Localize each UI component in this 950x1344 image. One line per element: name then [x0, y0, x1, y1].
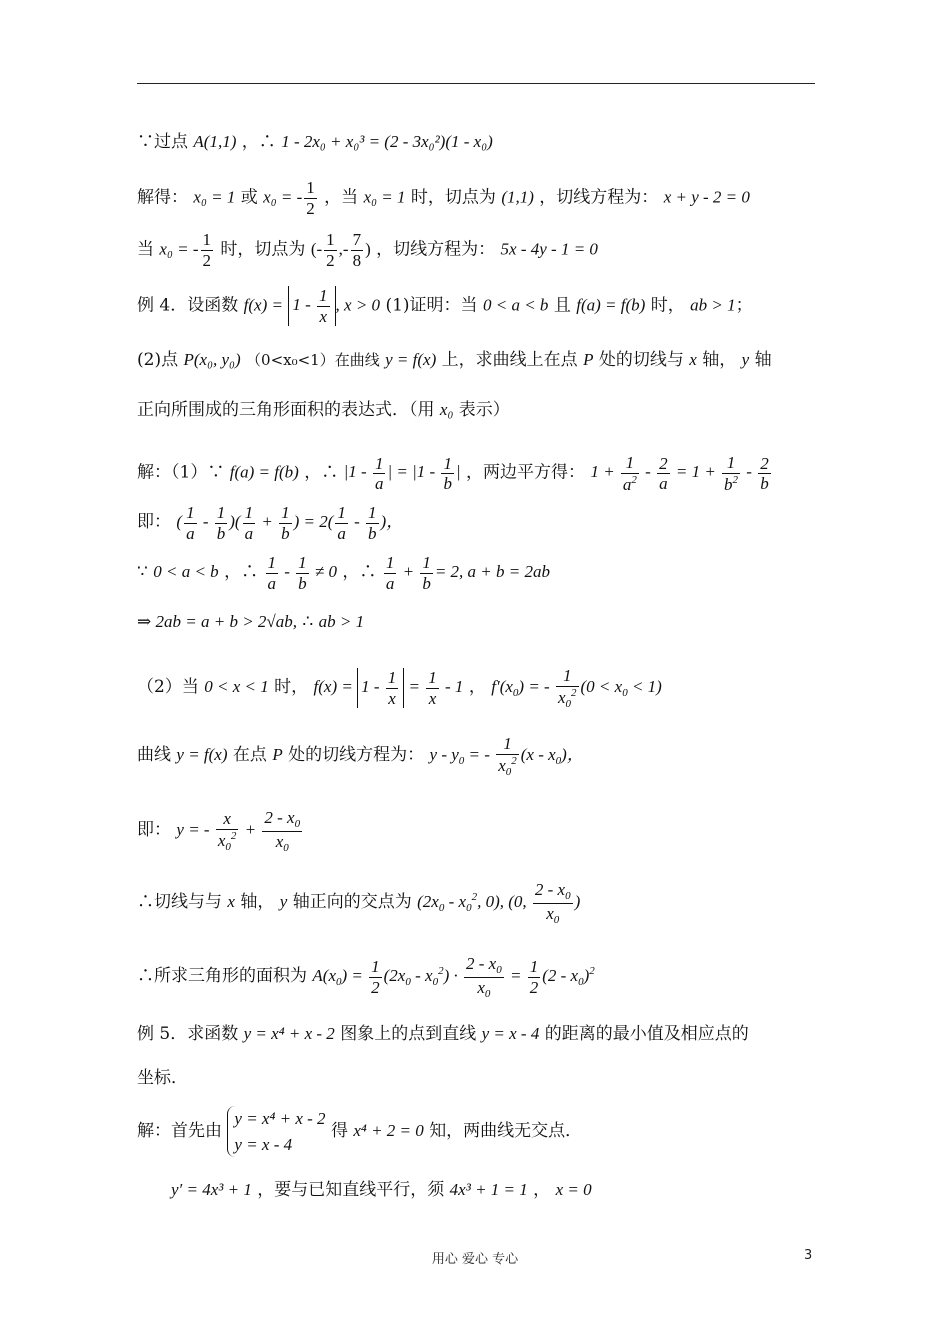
- text: 曲线: [137, 745, 171, 765]
- example-4-part2: [137, 350, 772, 370]
- math: ( $\frac{1}{a}$ - $\frac{1}{b}$ )( $\frac{1}{a}$ + $\frac{1}{b}$ ) = 2( $\frac{1}{a}$ - $\frac{1}{b}$ )，: [176, 503, 404, 543]
- header-rule: [137, 83, 815, 84]
- example-5-cont: [137, 1068, 188, 1088]
- triangle-area: [137, 954, 595, 1000]
- text: ，切线方程为：: [376, 239, 496, 260]
- math: y = - $\frac{x}{x_0^2}$ + $\frac{2 - x_0}{x_0}$: [176, 808, 301, 854]
- text: ∵: [137, 561, 148, 582]
- math: f(x) = 1 - $\frac{1}{x}$ = $\frac{1}{x}$ - 1: [313, 668, 464, 708]
- text: ∴切线与与: [137, 892, 222, 913]
- math: $A(x_0)$ = $\frac{1}{2}$ $(2x_0 - x_0^2)$ · $\frac{2 - x_0}{x_0}$ = $\frac{1}{2}$ $(2 - x_0)^2$: [312, 954, 595, 1000]
- text: (2)点: [137, 350, 179, 370]
- text: ，∴: [342, 561, 377, 582]
- math: x: [689, 350, 697, 369]
- text: ，要与已知直线平行，须: [257, 1180, 445, 1200]
- math: A(1,1): [193, 132, 237, 151]
- math: 0 < a < b: [482, 295, 549, 315]
- text: 或: [240, 187, 258, 208]
- line-passing-point: [137, 132, 493, 152]
- math: (1,1): [501, 187, 534, 207]
- text: 且: [553, 295, 571, 316]
- math: (-: [310, 239, 323, 259]
- fraction: $\frac{1}{2}$: [202, 230, 211, 270]
- text: （0<x₀<1）在曲线: [246, 351, 380, 369]
- text: ，: [468, 677, 486, 697]
- text: ，∴: [304, 462, 339, 483]
- text: 在点: [232, 745, 267, 765]
- math: ($2x_0 - x_0^2$, 0), (0, $\frac{2 - x_0}{x_0}$ ): [417, 880, 581, 926]
- math: f(x) =: [243, 295, 283, 315]
- text: 即：: [137, 511, 171, 532]
- text: 解：首先由: [137, 1121, 222, 1141]
- text: 解：（1）∵: [137, 462, 225, 483]
- text: (1)证明：当: [385, 295, 478, 316]
- text: 正向所围成的三角形面积的表达式．（用: [137, 400, 435, 420]
- math: x₀ = 1: [363, 187, 406, 207]
- text: ，: [533, 1180, 551, 1200]
- math: 5x - 4y - 1 = 0: [500, 239, 598, 259]
- text: ，∴: [241, 132, 276, 152]
- math: ab > 1: [318, 612, 365, 631]
- math: 1 - 2x₀ + x₀³ = (2 - 3x₀²)(1 - x₀): [281, 132, 493, 151]
- math: x = 0: [555, 1180, 592, 1199]
- text: 时，切点为: [220, 239, 306, 260]
- line-second-case: 当 x₀ = - $\frac{1}{2}$ 时，切点为 (- $\frac{1}{2}$ ,- $\frac{7}{8}$ ) ，切线方程为： 5x - 4y - 1 = 0: [137, 230, 598, 270]
- text: ∴所求三角形的面积为: [137, 966, 307, 987]
- math: x⁴ + 2 = 0: [353, 1121, 424, 1140]
- text: 轴，: [240, 892, 275, 913]
- text: 上，求曲线上在点: [441, 350, 578, 370]
- text: 例 5．求函数: [137, 1024, 239, 1044]
- text: ，两边平方得：: [466, 462, 586, 483]
- math: P(x₀, y₀): [183, 350, 241, 369]
- text: 图象上的点到直线: [340, 1024, 477, 1044]
- math: = 2, a + b = 2ab: [434, 561, 550, 581]
- text: ，切线方程为：: [539, 187, 659, 208]
- math: f(a) = f(b): [576, 295, 646, 315]
- math: y = f(x): [176, 745, 228, 764]
- text: （2）当: [137, 677, 199, 697]
- fraction: $\frac{1}{2}$: [306, 178, 315, 218]
- text: ，当: [324, 187, 359, 208]
- math: y′ = 4x³ + 1: [171, 1180, 252, 1199]
- text: 知，两曲线无交点．: [429, 1121, 583, 1141]
- math: y = f(x): [385, 350, 437, 369]
- example-5-title: [137, 1024, 749, 1044]
- text: 解得：: [137, 187, 188, 208]
- text: 轴: [754, 350, 772, 370]
- text: 时，: [274, 677, 309, 697]
- example-4-title: [137, 286, 753, 326]
- text: 坐标．: [137, 1068, 188, 1088]
- text: 即：: [137, 820, 171, 841]
- text: 处的切线与: [598, 350, 684, 370]
- solution-1-step2: [137, 503, 403, 543]
- math: x₀: [439, 400, 454, 419]
- math: $f'(x_0)$ = - $\frac{1}{x_0^2}$ $(0 < x_0 < 1)$: [491, 666, 662, 710]
- math: f(a) = f(b): [229, 462, 299, 482]
- math: 0 < a < b: [153, 561, 219, 581]
- intercepts: [137, 880, 580, 926]
- example-4-part2-cont: [137, 400, 510, 420]
- solution-2-derivative: [137, 666, 662, 710]
- math: P: [583, 350, 594, 369]
- math: y = x⁴ + x - 2: [243, 1024, 335, 1043]
- math: y = x - 4: [234, 1134, 293, 1154]
- math: x + y - 2 = 0: [663, 187, 750, 207]
- fraction: $\frac{7}{8}$: [352, 230, 362, 270]
- math: y - $y_0$ = - $\frac{1}{x_0^2}$ $(x - x_0)$，: [429, 734, 584, 778]
- solution-1-step4: [137, 612, 364, 632]
- math: |1 - $\frac{1}{a}$ | = |1 - $\frac{1}{b}$ |: [343, 453, 461, 494]
- text: 当: [137, 239, 154, 260]
- line-solve: [137, 178, 750, 218]
- math: P: [272, 745, 283, 764]
- math: 0 < x < 1: [204, 677, 269, 696]
- text: 得: [330, 1121, 348, 1141]
- math: , x > 0: [335, 295, 381, 315]
- text: 例 4．设函数: [137, 295, 239, 316]
- page-footer: 用心 爱心 专心: [431, 1252, 519, 1267]
- math: ab > 1: [690, 295, 736, 315]
- math: y: [741, 350, 750, 369]
- text: 处的切线方程为：: [288, 745, 425, 765]
- text: ∵过点: [137, 132, 188, 152]
- solution-1: [137, 453, 773, 494]
- text: 时，: [650, 295, 685, 316]
- math: y = x⁴ + x - 2: [234, 1109, 326, 1128]
- abs-expression: 1 - $\frac{1}{x}$: [288, 286, 335, 326]
- text: ∴: [302, 612, 314, 632]
- page-number: 3: [804, 1248, 813, 1263]
- math: 4x³ + 1 = 1: [449, 1180, 528, 1199]
- math: 1 + $\frac{1}{a^2}$ - $\frac{2}{a}$ = 1 + $\frac{1}{b^2}$ - $\frac{2}{b}$: [590, 453, 769, 494]
- math: $\frac{1}{a}$ + $\frac{1}{b}$: [385, 553, 431, 593]
- solution-5: [137, 1106, 582, 1157]
- text: 时，切点为: [410, 187, 496, 208]
- math: x₀ = -: [263, 187, 303, 207]
- math: ⇒ 2ab = a + b > 2√ab,: [137, 612, 297, 631]
- text: ，∴: [224, 561, 259, 582]
- text: 轴正向的交点为: [292, 892, 412, 913]
- equation-system: [227, 1106, 325, 1157]
- math: $\frac{1}{a}$ - $\frac{1}{b}$ ≠ 0: [267, 553, 338, 593]
- tangent-simplified: [137, 808, 304, 854]
- text: ；: [735, 295, 753, 316]
- math: y = x - 4: [481, 1024, 540, 1043]
- tangent-equation: [137, 734, 584, 778]
- text: 的距离的最小值及相应点的: [544, 1024, 749, 1044]
- fraction: $\frac{1}{2}$: [326, 230, 335, 270]
- math: x: [227, 892, 235, 912]
- solution-1-step3: [137, 553, 550, 593]
- math: x₀ = -: [159, 239, 199, 259]
- math: y: [279, 892, 288, 912]
- math: x₀ = 1: [193, 187, 236, 207]
- text: 轴，: [702, 350, 737, 370]
- text: 表示）: [458, 400, 510, 420]
- solution-5-derivative: [171, 1180, 592, 1200]
